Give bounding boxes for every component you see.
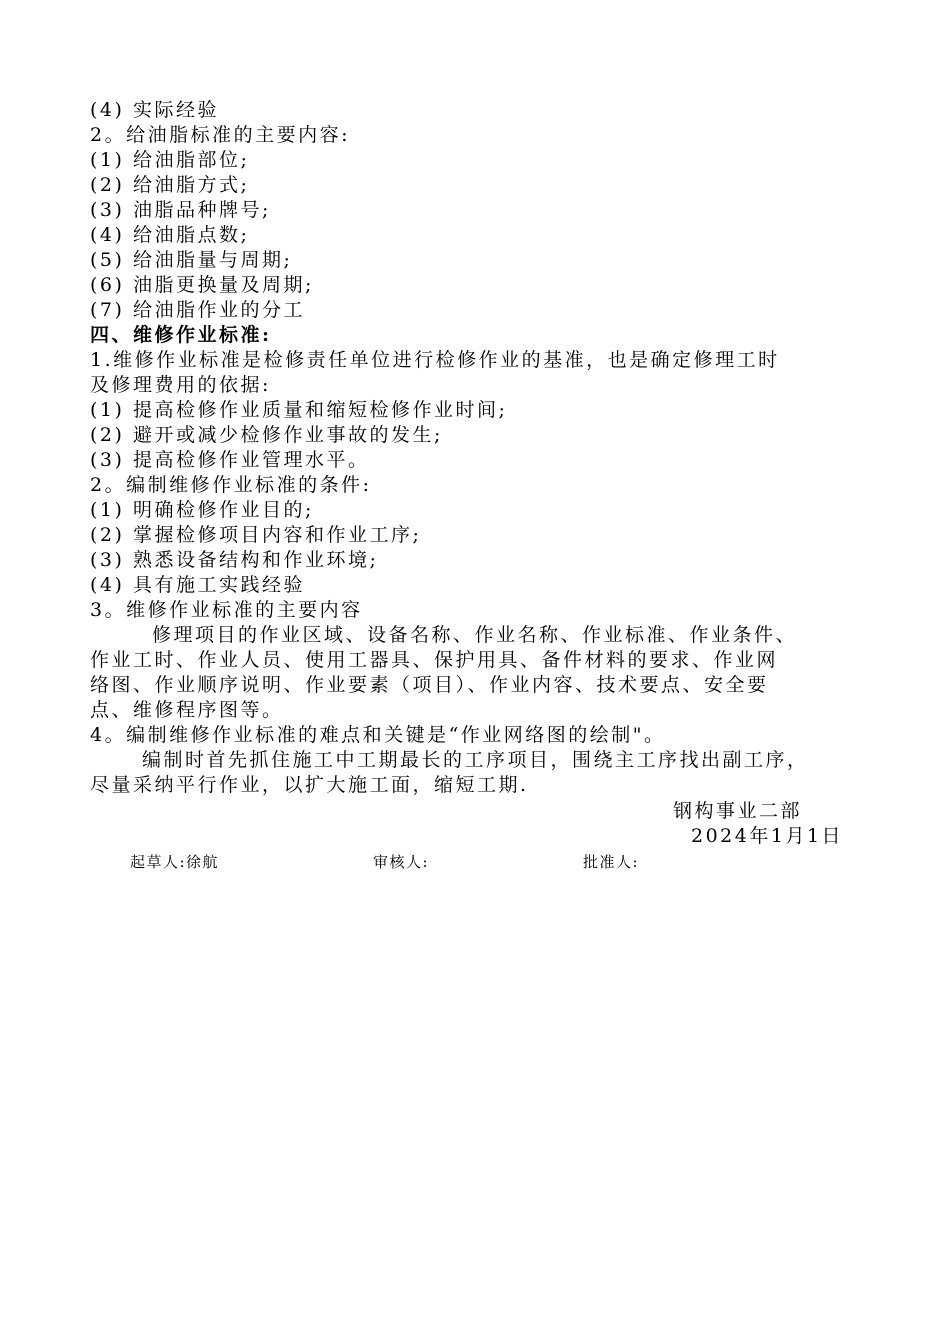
organization-name: 钢构事业二部 bbox=[673, 800, 803, 822]
maintenance-purpose-line: 1.维修作业标准是检修责任单位进行检修作业的基准，也是确定修理工时 bbox=[90, 349, 780, 371]
maintenance-content-line: 作业工时、作业人员、使用工器具、保护用具、备件材料的要求、作业网 bbox=[90, 649, 779, 671]
lubrication-item: (3) 油脂品种牌号; bbox=[90, 199, 271, 221]
experience-item: (4) 实际经验 bbox=[90, 99, 219, 121]
maintenance-purpose-item: (2) 避开或减少检修作业事故的发生; bbox=[90, 424, 443, 446]
lubrication-item: (5) 给油脂量与周期; bbox=[90, 249, 293, 271]
document-date: 2024年1月1日 bbox=[691, 825, 844, 847]
lubrication-standard-title: 2。给油脂标准的主要内容: bbox=[90, 124, 350, 146]
maintenance-purpose-line: 及修理费用的依据: bbox=[90, 374, 271, 396]
maintenance-content-line: 点、维修程序图等。 bbox=[90, 699, 284, 721]
maintenance-purpose-item: (1) 提高检修作业质量和缩短检修作业时间; bbox=[90, 399, 508, 421]
maintenance-standard-heading: 四、维修作业标准: bbox=[90, 324, 272, 346]
lubrication-item: (1) 给油脂部位; bbox=[90, 149, 250, 171]
network-diagram-line: 尽量采纳平行作业，以扩大施工面，缩短工期. bbox=[90, 774, 529, 796]
maintenance-condition-item: (3) 熟悉设备结构和作业环境; bbox=[90, 549, 379, 571]
drafter-signature: 起草人:徐航 bbox=[130, 853, 220, 871]
reviewer-signature: 审核人: bbox=[373, 853, 430, 871]
lubrication-item: (7) 给油脂作业的分工 bbox=[90, 299, 305, 321]
lubrication-item: (4) 给油脂点数; bbox=[90, 224, 250, 246]
maintenance-content-title: 3。维修作业标准的主要内容 bbox=[90, 599, 363, 621]
maintenance-content-line: 修理项目的作业区域、设备名称、作业名称、作业标准、作业条件、 bbox=[152, 624, 798, 646]
document-body bbox=[90, 98, 870, 798]
lubrication-item: (6) 油脂更换量及周期; bbox=[90, 274, 314, 296]
maintenance-purpose-item: (3) 提高检修作业管理水平。 bbox=[90, 449, 370, 471]
network-diagram-line: 编制时首先抓住施工中工期最长的工序项目，围绕主工序找出副工序， bbox=[142, 749, 809, 771]
maintenance-condition-item: (1) 明确检修作业目的; bbox=[90, 499, 314, 521]
maintenance-conditions-title: 2。编制维修作业标准的条件: bbox=[90, 474, 372, 496]
maintenance-condition-item: (4) 具有施工实践经验 bbox=[90, 574, 305, 596]
network-diagram-title: 4。编制维修作业标准的难点和关键是“作业网络图的绘制"。 bbox=[90, 724, 666, 746]
maintenance-condition-item: (2) 掌握检修项目内容和作业工序; bbox=[90, 524, 422, 546]
maintenance-content-line: 络图、作业顺序说明、作业要素（项目）、作业内容、技术要点、安全要 bbox=[90, 674, 769, 696]
lubrication-item: (2) 给油脂方式; bbox=[90, 174, 250, 196]
approver-signature: 批准人: bbox=[583, 853, 640, 871]
